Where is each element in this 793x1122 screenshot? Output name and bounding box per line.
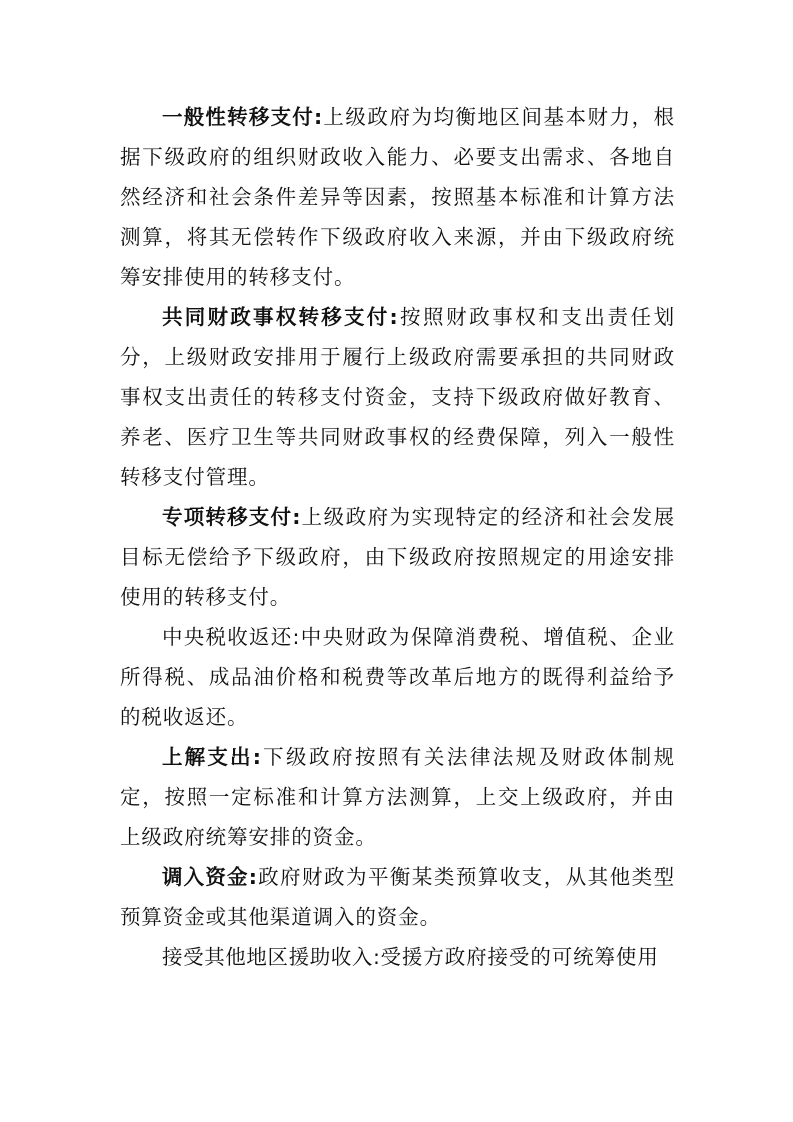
term-shared-authority-transfer: 共同财政事权转移支付: (162, 305, 399, 329)
definition-text-aid-income: 受援方政府接受的可统筹使用 (380, 945, 659, 969)
term-special-transfer: 专项转移支付: (162, 505, 301, 529)
definition-paragraph-transferred-funds (120, 857, 675, 937)
definition-text-transferred-funds: 政府财政为平衡某类预算收支，从其他类型预算资金或其他渠道调入的资金。 (120, 865, 675, 929)
term-remittance-expenditure: 上解支出: (162, 745, 262, 769)
definition-paragraph-special-transfer (120, 497, 675, 617)
definition-paragraph-tax-rebate (120, 617, 675, 737)
definition-paragraph-general-transfer (120, 97, 675, 297)
definition-paragraph-aid-income (120, 937, 675, 977)
definition-text-shared-authority-transfer: 按照财政事权和支出责任划分，上级财政安排用于履行上级政府需要承担的共同财政事权支出责任的转移支付资金，支持下级政府做好教育、养老、医疗卫生等共同财政事权的经费保障，列入一般性转移支付管理。 (120, 305, 675, 489)
term-aid-income: 接受其他地区援助收入: (162, 945, 381, 969)
term-transferred-funds: 调入资金: (162, 865, 258, 889)
definition-text-tax-rebate: 中央财政为保障消费税、增值税、企业所得税、成品油价格和税费等改革后地方的既得利益给予的税收返还。 (120, 625, 675, 729)
term-general-transfer: 一般性转移支付: (162, 105, 323, 129)
definition-paragraph-shared-authority-transfer (120, 297, 675, 497)
document-page (120, 97, 675, 977)
definition-text-special-transfer: 上级政府为实现特定的经济和社会发展目标无偿给予下级政府，由下级政府按照规定的用途安排使用的转移支付。 (120, 505, 675, 609)
definition-text-general-transfer: 上级政府为均衡地区间基本财力，根据下级政府的组织财政收入能力、必要支出需求、各地自然经济和社会条件差异等因素，按照基本标准和计算方法测算，将其无偿转作下级政府收入来源，并由下级政府统筹安排使用的转移支付。 (120, 105, 676, 289)
definition-text-remittance-expenditure: 下级政府按照有关法律法规及财政体制规定，按照一定标准和计算方法测算，上交上级政府，并由上级政府统筹安排的资金。 (120, 745, 676, 849)
term-tax-rebate: 中央税收返还: (162, 625, 301, 649)
definition-paragraph-remittance-expenditure (120, 737, 675, 857)
